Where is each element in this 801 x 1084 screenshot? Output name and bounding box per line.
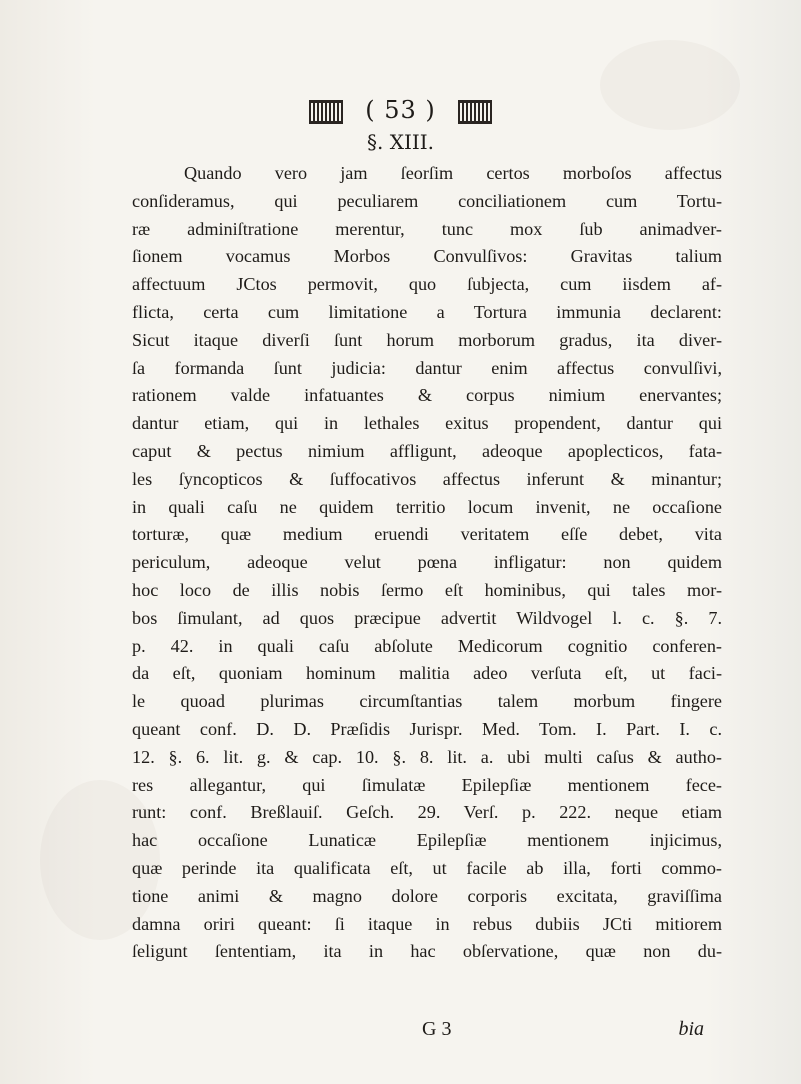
text-line: rationem valde infatuantes & corpus nimium enervantes; <box>132 385 722 406</box>
text-line: damna oriri queant: ſi itaque in rebus dubiis JCti mitiorem <box>132 913 722 934</box>
page-header <box>0 96 801 124</box>
text-line: dantur etiam, qui in lethales exitus propendent, dantur qui <box>132 413 722 434</box>
text-line: 12. §. 6. lit. g. & cap. 10. §. 8. lit. a. ubi multi caſus & autho- <box>132 746 722 767</box>
text-line: res allegantur, qui ſimulatæ Epilepſiæ mentionem fece- <box>132 774 722 795</box>
page-footer <box>132 1018 722 1046</box>
text-line: torturæ, quæ medium eruendi veritatem eſſe debet, vita <box>132 524 722 545</box>
text-line: caput & pectus nimium affligunt, adeoque apoplecticos, fata- <box>132 440 722 461</box>
text-line: hac occaſione Lunaticæ Epilepſiæ mentionem injicimus, <box>132 830 722 851</box>
ornament-left-icon <box>309 100 343 124</box>
body-text <box>132 160 722 966</box>
text-line: quæ perinde ita qualificata eſt, ut facile ab illa, forti commo- <box>132 857 722 878</box>
ornament-right-icon <box>458 100 492 124</box>
text-line: Quando vero jam ſeorſim certos morboſos affectus <box>184 163 722 183</box>
text-line: les ſyncopticos & ſuffocativos affectus inferunt & minantur; <box>132 468 722 489</box>
text-line: ſeligunt ſententiam, ita in hac obſervatione, quæ non du- <box>132 941 722 962</box>
text-line: bos ſimulant, ad quos præcipue advertit Wildvogel l. c. §. 7. <box>132 607 722 628</box>
text-line: affectuum JCtos permovit, quo ſubjecta, cum iisdem af- <box>132 274 722 295</box>
text-line: in quali caſu ne quidem territio locum invenit, ne occaſione <box>132 496 722 517</box>
page-number: ( 53 ) <box>365 96 436 124</box>
text-line: Sicut itaque diverſi ſunt horum morborum gradus, ita diver- <box>132 329 722 350</box>
text-line: le quoad plurimas circumſtantias talem morbum fingere <box>132 691 722 712</box>
text-line: ſa formanda ſunt judicia: dantur enim affectus convulſivi, <box>132 357 722 378</box>
text-line: tione animi & magno dolore corporis excitata, graviſſima <box>132 885 722 906</box>
text-line: hoc loco de illis nobis ſermo eſt hominibus, qui tales mor- <box>132 579 722 600</box>
text-line: queant conf. D. D. Præſidis Jurispr. Med. Tom. I. Part. I. c. <box>132 718 722 739</box>
text-line: runt: conf. Breßlauiſ. Geſch. 29. Verſ. p. 222. neque etiam <box>132 802 722 823</box>
text-line: p. 42. in quali caſu abſolute Medicorum cognitio conferen- <box>132 635 722 656</box>
text-line: flicta, certa cum limitatione a Tortura immunia declarent: <box>132 301 722 322</box>
text-line: conſideramus, qui peculiarem conciliationem cum Tortu- <box>132 190 722 211</box>
catchword: bia <box>678 1018 704 1040</box>
section-heading: §. XIII. <box>366 130 434 154</box>
signature-mark: G 3 <box>422 1018 452 1040</box>
text-line: periculum, adeoque velut pœna infligatur: non quidem <box>132 552 722 573</box>
text-line: ſionem vocamus Morbos Convulſivos: Gravitas talium <box>132 246 722 267</box>
text-line: ræ adminiſtratione merentur, tunc mox ſub animadver- <box>132 218 722 239</box>
text-line: da eſt, quoniam hominum malitia adeo verſuta eſt, ut faci- <box>132 663 722 684</box>
